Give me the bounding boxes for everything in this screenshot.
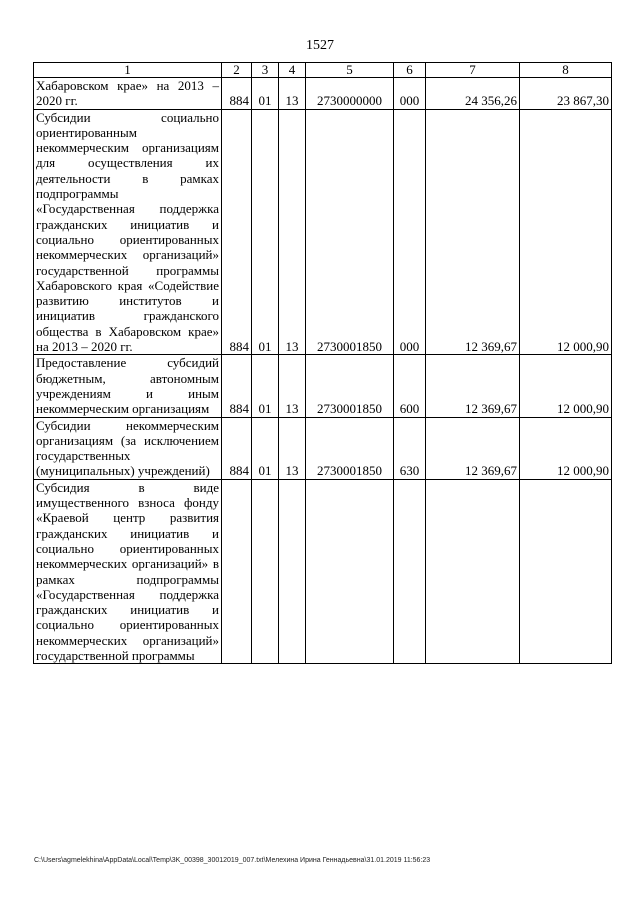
cell-col-2: 884 [222,78,252,110]
header-col-6: 6 [394,63,426,78]
cell-col-4 [279,479,306,664]
cell-col-7: 12 369,67 [426,355,520,417]
cell-col-4: 13 [279,109,306,355]
row-description: Хабаровском крае» на 2013 – 2020 гг. [34,78,222,110]
cell-col-8: 12 000,90 [520,109,612,355]
cell-col-8 [520,479,612,664]
budget-table [33,62,612,664]
cell-col-5: 2730000000 [306,78,394,110]
header-col-3: 3 [252,63,279,78]
cell-col-3 [252,479,279,664]
cell-col-2: 884 [222,109,252,355]
table-row [34,417,612,479]
cell-col-6: 630 [394,417,426,479]
row-description: Субсидии некоммерческим организациям (за исключением государственных (муниципальных) учреждений) [34,417,222,479]
cell-col-3: 01 [252,109,279,355]
cell-col-5: 2730001850 [306,417,394,479]
cell-col-3: 01 [252,417,279,479]
row-description: Предоставление субсидий бюджетным, автономным учреждениям и иным некоммерческим организациям [34,355,222,417]
cell-col-4: 13 [279,78,306,110]
cell-col-3: 01 [252,78,279,110]
cell-col-4: 13 [279,355,306,417]
cell-col-8: 12 000,90 [520,417,612,479]
header-col-5: 5 [306,63,394,78]
page-number: 1527 [306,38,334,53]
cell-col-6: 000 [394,78,426,110]
cell-col-7: 24 356,26 [426,78,520,110]
cell-col-2 [222,479,252,664]
cell-col-4: 13 [279,417,306,479]
header-col-4: 4 [279,63,306,78]
row-description: Субсидии социально ориентированным некоммерческим организациям для осуществления их деятельности в рамках подпрограммы «Государственная поддержка гражданских инициатив и социально ориентированных некоммерческих организаций» государственной программы Хабаровского края «Содействие развитию институтов и инициатив гражданского общества в Хабаровском крае» на 2013 – 2020 гг. [34,109,222,355]
table-row [34,109,612,355]
cell-col-8: 23 867,30 [520,78,612,110]
cell-col-6 [394,479,426,664]
cell-col-7: 12 369,67 [426,417,520,479]
cell-col-2: 884 [222,417,252,479]
table-row [34,355,612,417]
cell-col-5 [306,479,394,664]
cell-col-3: 01 [252,355,279,417]
header-col-7: 7 [426,63,520,78]
header-col-1: 1 [34,63,222,78]
table-row [34,78,612,110]
table-row [34,479,612,664]
cell-col-2: 884 [222,355,252,417]
cell-col-7 [426,479,520,664]
cell-col-6: 000 [394,109,426,355]
header-row [34,63,612,78]
cell-col-7: 12 369,67 [426,109,520,355]
header-col-8: 8 [520,63,612,78]
cell-col-6: 600 [394,355,426,417]
cell-col-5: 2730001850 [306,355,394,417]
cell-col-8: 12 000,90 [520,355,612,417]
cell-col-5: 2730001850 [306,109,394,355]
file-path-footer: C:\Users\agmelekhina\AppData\Local\Temp\3K_00398_30012019_007.txt\Мелехина Ирина Геннадьевна\31.01.2019 11:56:23 [34,857,431,864]
row-description: Субсидия в виде имущественного взноса фонду «Краевой центр развития гражданских инициатив и социально ориентированных некоммерческих организаций» в рамках подпрограммы «Государственная поддержка гражданских инициатив и социально ориентированных некоммерческих организаций» государственной программы [34,479,222,664]
header-col-2: 2 [222,63,252,78]
